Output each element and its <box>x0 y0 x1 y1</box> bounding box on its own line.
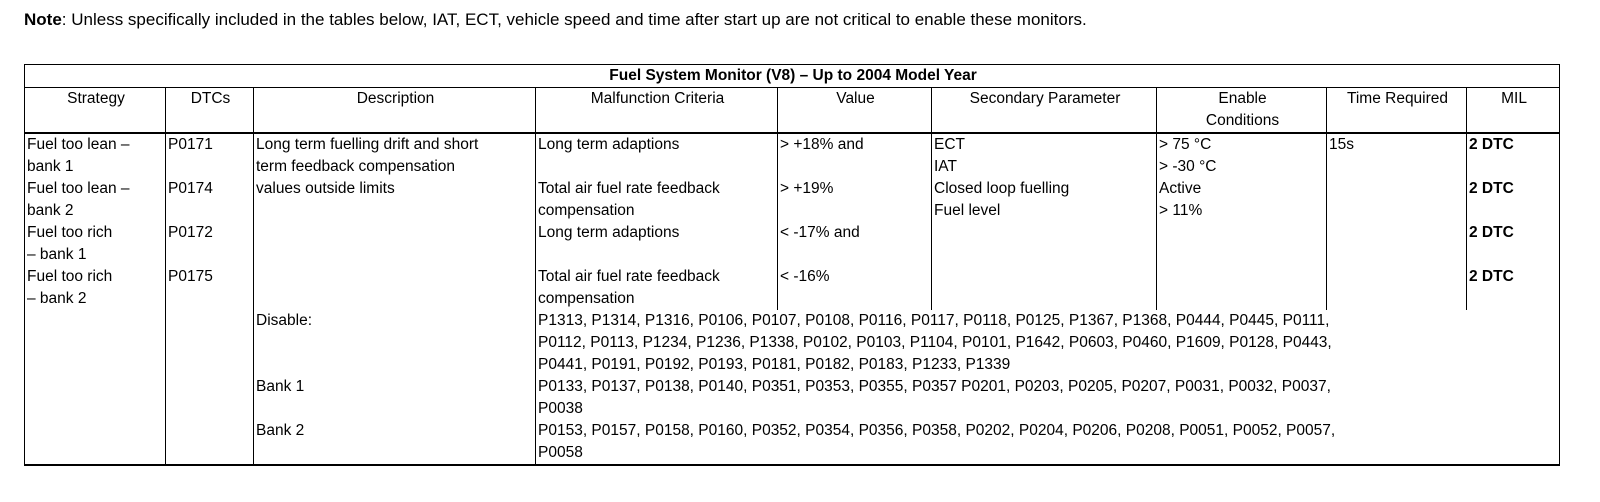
strategy-cell <box>25 266 166 310</box>
value-cell: < -16% <box>778 266 932 310</box>
mil-cell: 2 DTC <box>1467 178 1560 222</box>
empty-cell <box>25 420 166 465</box>
header-enable-line2: Conditions <box>1205 112 1280 129</box>
strategy-cell <box>25 222 166 266</box>
enable-line: Active <box>1159 180 1202 197</box>
secondary-cell <box>932 266 1157 310</box>
mil-cell: 2 DTC <box>1467 133 1560 178</box>
strategy-line: – bank 2 <box>27 290 87 307</box>
secondary-line: Closed loop fuelling <box>934 180 1070 197</box>
description-cell: values outside limits <box>254 178 536 222</box>
secondary-cell <box>932 133 1157 178</box>
note-label: Note <box>24 10 62 29</box>
dtc-cell: P0171 <box>166 133 254 178</box>
secondary-line: IAT <box>934 158 957 175</box>
dtc-cell: P0175 <box>166 266 254 310</box>
secondary-line: ECT <box>934 136 965 153</box>
strategy-line: – bank 1 <box>27 246 87 263</box>
mil-cell: 2 DTC <box>1467 266 1560 310</box>
malfunction-cell: Long term adaptions <box>536 222 778 266</box>
header-dtcs: DTCs <box>166 88 254 134</box>
dtc-list-line: P0441, P0191, P0192, P0193, P0181, P0182, P0183, P1233, P1339 <box>538 356 1011 373</box>
malfunction-cell: Long term adaptions <box>536 133 778 178</box>
strategy-line: Fuel too lean – <box>27 136 130 153</box>
description-cell <box>254 133 536 178</box>
strategy-line: bank 1 <box>27 158 74 175</box>
description-line: Long term fuelling drift and short <box>256 136 479 153</box>
bank1-dtc-list <box>536 376 1560 420</box>
table-row <box>25 266 1560 310</box>
fuel-system-monitor-table <box>24 64 1560 466</box>
description-line: term feedback compensation <box>256 158 456 175</box>
time-cell: 15s <box>1327 133 1467 178</box>
description-cell <box>254 222 536 266</box>
table-row <box>25 222 1560 266</box>
enable-cell <box>1157 133 1327 178</box>
enable-cell <box>1157 222 1327 266</box>
bank2-row <box>25 420 1560 465</box>
note-text <box>24 10 1087 30</box>
empty-cell <box>166 376 254 420</box>
empty-cell <box>25 310 166 376</box>
strategy-line: Fuel too rich <box>27 268 113 285</box>
enable-line: > 11% <box>1159 202 1203 219</box>
bank1-label: Bank 1 <box>254 376 536 420</box>
enable-cell <box>1157 266 1327 310</box>
strategy-line: Fuel too rich <box>27 224 113 241</box>
empty-cell <box>166 420 254 465</box>
header-description: Description <box>254 88 536 134</box>
dtc-cell: P0174 <box>166 178 254 222</box>
table-row <box>25 133 1560 178</box>
malfunction-line: compensation <box>538 290 635 307</box>
disable-row <box>25 310 1560 376</box>
header-value: Value <box>778 88 932 134</box>
secondary-cell <box>932 178 1157 222</box>
dtc-list-line: P0038 <box>538 400 583 417</box>
mil-cell: 2 DTC <box>1467 222 1560 266</box>
table-row <box>25 178 1560 222</box>
dtc-list-line: P1313, P1314, P1316, P0106, P0107, P0108, P0116, P0117, P0118, P0125, P1367, P1368, P0444, P0445, P0111, <box>538 312 1330 329</box>
dtc-list-line: P0112, P0113, P1234, P1236, P1338, P0102, P0103, P1104, P0101, P1642, P0603, P0460, P1609, P0128, P0443, <box>538 334 1332 351</box>
header-enable-conditions <box>1157 88 1327 134</box>
table-title: Fuel System Monitor (V8) – Up to 2004 Model Year <box>25 65 1560 88</box>
disable-label: Disable: <box>254 310 536 376</box>
dtc-list-line: P0153, P0157, P0158, P0160, P0352, P0354, P0356, P0358, P0202, P0204, P0206, P0208, P0051, P0052, P0057, <box>538 422 1336 439</box>
enable-line: > 75 °C <box>1159 136 1212 153</box>
header-time-required: Time Required <box>1327 88 1467 134</box>
header-mil: MIL <box>1467 88 1560 134</box>
header-malfunction-criteria: Malfunction Criteria <box>536 88 778 134</box>
header-secondary-parameter: Secondary Parameter <box>932 88 1157 134</box>
malfunction-line: Total air fuel rate feedback <box>538 180 720 197</box>
value-cell: > +19% <box>778 178 932 222</box>
malfunction-cell <box>536 178 778 222</box>
enable-cell <box>1157 178 1327 222</box>
description-cell <box>254 266 536 310</box>
secondary-line: Fuel level <box>934 202 1001 219</box>
secondary-cell <box>932 222 1157 266</box>
note-body: : Unless specifically included in the tables below, IAT, ECT, vehicle speed and time after start up are not critical to enable these monitors. <box>61 10 1087 29</box>
value-cell: > +18% and <box>778 133 932 178</box>
strategy-cell <box>25 133 166 178</box>
strategy-cell <box>25 178 166 222</box>
header-strategy: Strategy <box>25 88 166 134</box>
enable-line: > -30 °C <box>1159 158 1217 175</box>
dtc-cell: P0172 <box>166 222 254 266</box>
malfunction-cell <box>536 266 778 310</box>
malfunction-line: compensation <box>538 202 635 219</box>
disable-dtc-list <box>536 310 1560 376</box>
empty-cell <box>25 376 166 420</box>
bank2-dtc-list <box>536 420 1560 465</box>
value-cell: < -17% and <box>778 222 932 266</box>
time-cell <box>1327 266 1467 310</box>
bank1-row <box>25 376 1560 420</box>
time-cell <box>1327 178 1467 222</box>
time-cell <box>1327 222 1467 266</box>
header-enable-line1: Enable <box>1218 90 1267 107</box>
dtc-list-line: P0133, P0137, P0138, P0140, P0351, P0353, P0355, P0357 P0201, P0203, P0205, P0207, P0031, P0032, P0037, <box>538 378 1331 395</box>
malfunction-line: Total air fuel rate feedback <box>538 268 720 285</box>
strategy-line: bank 2 <box>27 202 74 219</box>
bank2-label: Bank 2 <box>254 420 536 465</box>
strategy-line: Fuel too lean – <box>27 180 130 197</box>
empty-cell <box>166 310 254 376</box>
dtc-list-line: P0058 <box>538 444 583 461</box>
